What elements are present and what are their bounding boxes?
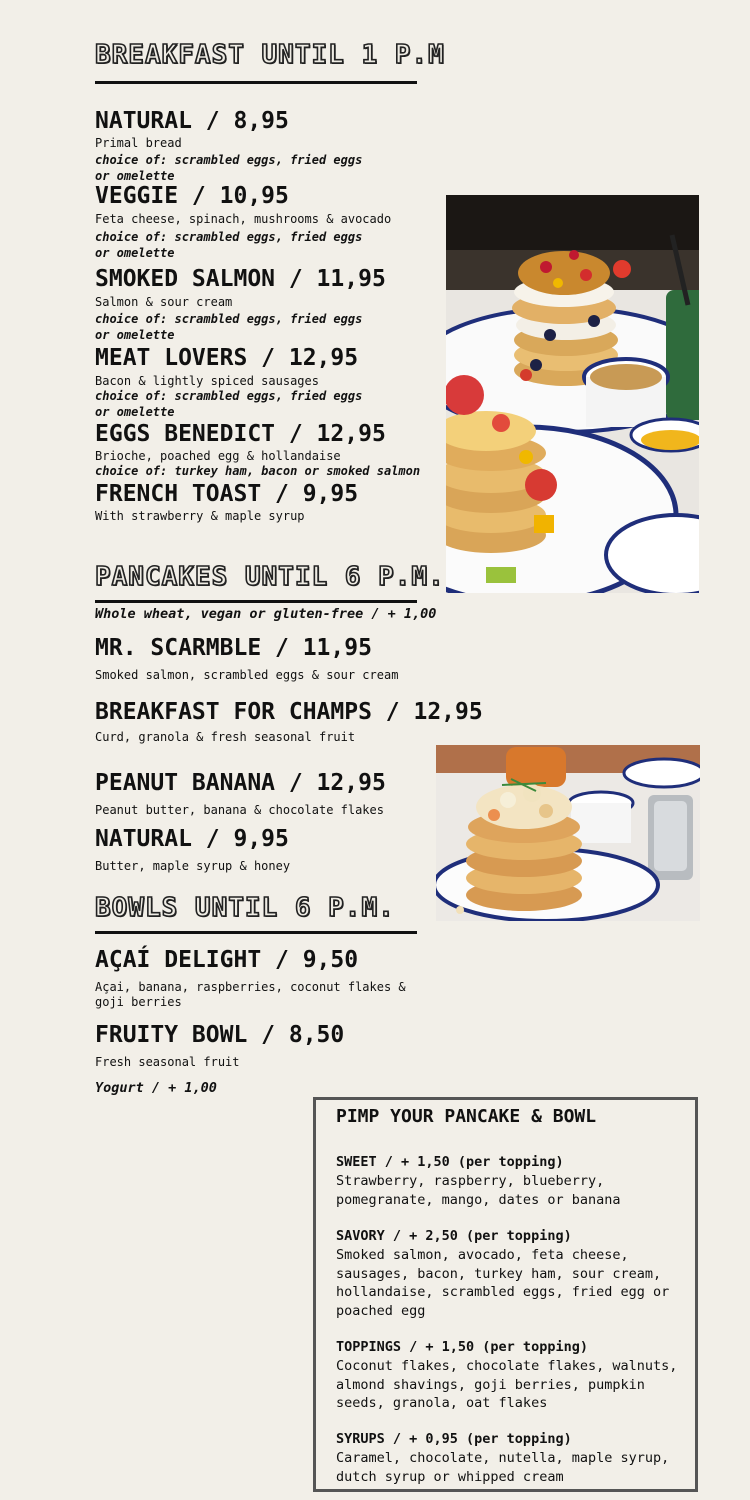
pancakes-section-title: PANCAKES UNTIL 6 P.M.	[95, 562, 445, 592]
savory-pancake-photo	[436, 745, 700, 921]
menu-item-title: FRUITY BOWL / 8,50	[95, 1022, 345, 1048]
menu-item-description: Feta cheese, spinach, mushrooms & avocado	[95, 212, 392, 226]
breakfast-section-title: BREAKFAST UNTIL 1 P.M	[95, 40, 445, 70]
menu-item-description: Curd, granola & fresh seasonal fruit	[95, 730, 356, 744]
menu-item-choice: choice of: scrambled eggs, fried eggs or omelette	[95, 153, 363, 183]
topping-group-text: Smoked salmon, avocado, feta cheese, sausages, bacon, turkey ham, sour cream, hollandaise, scrambled eggs, fried egg or poached egg	[336, 1247, 670, 1319]
menu-item-title: NATURAL / 8,95	[95, 108, 289, 134]
menu-item-title: MR. SCARMBLE / 11,95	[95, 635, 372, 661]
pancake-stack-photo	[446, 195, 699, 593]
topping-group-heading: TOPPINGS / + 1,50 (per topping)	[336, 1339, 588, 1355]
topping-group-text: Strawberry, raspberry, blueberry, pomegranate, mango, dates or banana	[336, 1173, 621, 1208]
menu-item-title: NATURAL / 9,95	[95, 826, 289, 852]
menu-item-title: MEAT LOVERS / 12,95	[95, 345, 359, 371]
menu-item-title: PEANUT BANANA / 12,95	[95, 770, 386, 796]
menu-item-description: With strawberry & maple syrup	[95, 509, 305, 523]
savory-pancake-illustration	[436, 745, 700, 921]
topping-group-text: Coconut flakes, chocolate flakes, walnuts, almond shavings, goji berries, pumpkin seeds, granola, oat flakes	[336, 1358, 678, 1411]
menu-item-title: BREAKFAST FOR CHAMPS / 12,95	[95, 699, 483, 725]
menu-item-description: Bacon & lightly spiced sausages	[95, 374, 319, 388]
menu-item-description: Salmon & sour cream	[95, 295, 233, 309]
menu-item-description: Brioche, poached egg & hollandaise	[95, 449, 341, 463]
menu-item-choice: choice of: turkey ham, bacon or smoked salmon	[95, 464, 421, 478]
bowls-yogurt-note: Yogurt / + 1,00	[95, 1080, 217, 1096]
menu-item-choice: choice of: scrambled eggs, fried eggs or omelette	[95, 389, 363, 419]
menu-item-title: AÇAÍ DELIGHT / 9,50	[95, 947, 359, 973]
menu-item-choice: choice of: scrambled eggs, fried eggs or omelette	[95, 230, 363, 260]
pimp-box-title: PIMP YOUR PANCAKE & BOWL	[336, 1106, 597, 1127]
topping-group-heading: SYRUPS / + 0,95 (per topping)	[336, 1431, 572, 1447]
menu-item-description: Fresh seasonal fruit	[95, 1055, 240, 1069]
pancakes-divider	[95, 600, 417, 603]
menu-item-title: EGGS BENEDICT / 12,95	[95, 421, 386, 447]
topping-group-heading: SAVORY / + 2,50 (per topping)	[336, 1228, 572, 1244]
pancake-stack-illustration	[446, 195, 699, 593]
menu-item-choice: choice of: scrambled eggs, fried eggs or omelette	[95, 312, 363, 342]
menu-item-description: Butter, maple syrup & honey	[95, 859, 291, 873]
menu-item-title: SMOKED SALMON / 11,95	[95, 266, 386, 292]
breakfast-divider	[95, 81, 417, 84]
menu-item-title: VEGGIE / 10,95	[95, 183, 289, 209]
menu-item-description: Peanut butter, banana & chocolate flakes	[95, 803, 384, 817]
menu-item-description: Açai, banana, raspberries, coconut flakes & goji berries	[95, 980, 406, 1009]
topping-group-text: Caramel, chocolate, nutella, maple syrup, dutch syrup or whipped cream	[336, 1450, 670, 1485]
menu-item-description: Smoked salmon, scrambled eggs & sour cream	[95, 668, 399, 682]
bowls-section-title: BOWLS UNTIL 6 P.M.	[95, 893, 395, 923]
menu-item-description: Primal bread	[95, 136, 182, 150]
pimp-your-pancake-box	[313, 1097, 698, 1492]
pancakes-note: Whole wheat, vegan or gluten-free / + 1,00	[95, 606, 437, 622]
bowls-divider	[95, 931, 417, 934]
menu-item-title: FRENCH TOAST / 9,95	[95, 481, 359, 507]
topping-group-heading: SWEET / + 1,50 (per topping)	[336, 1154, 564, 1170]
